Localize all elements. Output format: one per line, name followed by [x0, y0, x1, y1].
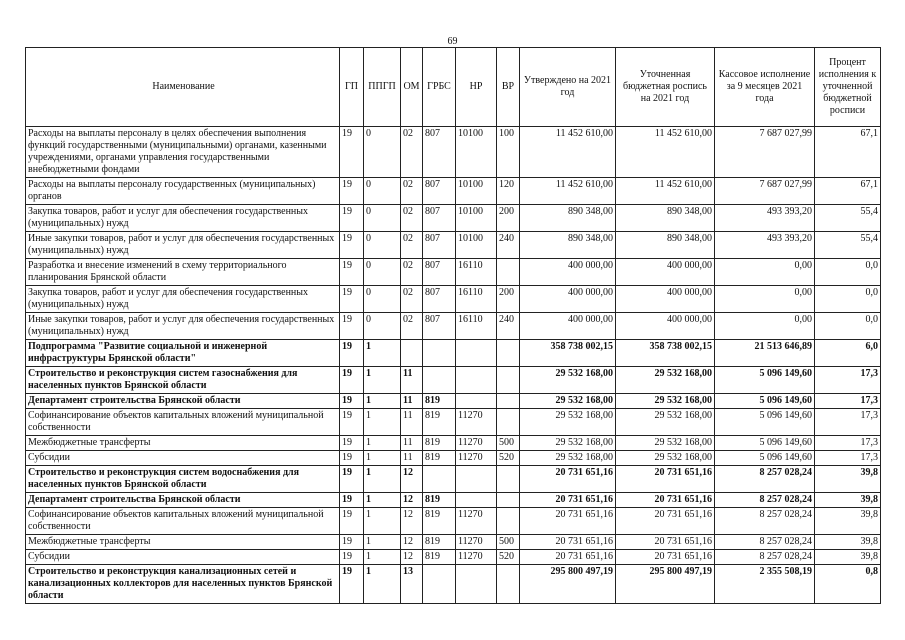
cell-np [456, 565, 497, 604]
cell-ppgp: 0 [364, 127, 401, 178]
header-ppgp: ППГП [364, 48, 401, 127]
cell-np: 11270 [456, 550, 497, 565]
cell-gp: 19 [340, 535, 364, 550]
cell-vr [497, 340, 520, 367]
cell-vr [497, 466, 520, 493]
cell-np: 11270 [456, 508, 497, 535]
cell-cash: 493 393,20 [715, 232, 815, 259]
cell-ppgp: 1 [364, 508, 401, 535]
cell-cash: 8 257 028,24 [715, 466, 815, 493]
header-approved: Утверждено на 2021 год [520, 48, 616, 127]
cell-grbs: 807 [423, 232, 456, 259]
cell-grbs: 807 [423, 313, 456, 340]
cell-cash: 5 096 149,60 [715, 367, 815, 394]
cell-cash: 2 355 508,19 [715, 565, 815, 604]
cell-percent: 0,0 [815, 259, 881, 286]
table-row [26, 340, 881, 367]
cell-om: 02 [401, 259, 423, 286]
cell-percent: 6,0 [815, 340, 881, 367]
cell-ppgp: 0 [364, 313, 401, 340]
cell-percent: 67,1 [815, 178, 881, 205]
cell-name: Строительство и реконструкция систем газоснабжения для населенных пунктов Брянской области [26, 367, 340, 394]
cell-refined: 890 348,00 [616, 232, 715, 259]
cell-vr: 200 [497, 286, 520, 313]
cell-gp: 19 [340, 409, 364, 436]
cell-ppgp: 0 [364, 259, 401, 286]
cell-ppgp: 0 [364, 205, 401, 232]
cell-approved: 11 452 610,00 [520, 178, 616, 205]
cell-grbs: 819 [423, 451, 456, 466]
cell-gp: 19 [340, 451, 364, 466]
cell-np [456, 367, 497, 394]
cell-refined: 29 532 168,00 [616, 451, 715, 466]
cell-refined: 11 452 610,00 [616, 178, 715, 205]
cell-percent: 0,0 [815, 313, 881, 340]
cell-refined: 29 532 168,00 [616, 367, 715, 394]
cell-percent: 17,3 [815, 367, 881, 394]
cell-name: Софинансирование объектов капитальных вложений муниципальной собственности [26, 409, 340, 436]
cell-om: 12 [401, 466, 423, 493]
cell-ppgp: 1 [364, 535, 401, 550]
cell-np: 16110 [456, 259, 497, 286]
cell-ppgp: 1 [364, 394, 401, 409]
cell-ppgp: 1 [364, 367, 401, 394]
cell-cash: 8 257 028,24 [715, 493, 815, 508]
cell-gp: 19 [340, 493, 364, 508]
cell-grbs: 807 [423, 178, 456, 205]
cell-gp: 19 [340, 127, 364, 178]
cell-vr [497, 565, 520, 604]
cell-gp: 19 [340, 205, 364, 232]
cell-grbs: 807 [423, 127, 456, 178]
table-row [26, 232, 881, 259]
cell-om: 11 [401, 436, 423, 451]
table-row [26, 565, 881, 604]
cell-percent: 17,3 [815, 409, 881, 436]
cell-approved: 400 000,00 [520, 286, 616, 313]
cell-grbs: 819 [423, 409, 456, 436]
cell-name: Подпрограмма "Развитие социальной и инженерной инфраструктуры Брянской области" [26, 340, 340, 367]
table-row [26, 313, 881, 340]
cell-om: 12 [401, 493, 423, 508]
cell-name: Субсидии [26, 550, 340, 565]
cell-name: Софинансирование объектов капитальных вложений муниципальной собственности [26, 508, 340, 535]
table-row [26, 535, 881, 550]
cell-om: 11 [401, 394, 423, 409]
cell-vr: 240 [497, 313, 520, 340]
cell-name: Строительство и реконструкция систем водоснабжения для населенных пунктов Брянской области [26, 466, 340, 493]
cell-om: 13 [401, 565, 423, 604]
cell-percent: 39,8 [815, 466, 881, 493]
cell-approved: 400 000,00 [520, 259, 616, 286]
cell-gp: 19 [340, 466, 364, 493]
cell-refined: 29 532 168,00 [616, 394, 715, 409]
header-refined: Уточненная бюджетная роспись на 2021 год [616, 48, 715, 127]
table-header-row [26, 48, 881, 127]
cell-ppgp: 1 [364, 466, 401, 493]
cell-refined: 29 532 168,00 [616, 436, 715, 451]
cell-np [456, 466, 497, 493]
cell-name: Расходы на выплаты персоналу в целях обеспечения выполнения функций государственными (муниципальными) органами, казенными учреждениями, органами управления государственными внебюджетными фондами [26, 127, 340, 178]
cell-om: 12 [401, 535, 423, 550]
cell-vr [497, 409, 520, 436]
cell-om: 11 [401, 409, 423, 436]
table-row [26, 493, 881, 508]
cell-cash: 7 687 027,99 [715, 178, 815, 205]
cell-om [401, 340, 423, 367]
cell-grbs: 819 [423, 436, 456, 451]
header-np: НР [456, 48, 497, 127]
cell-gp: 19 [340, 394, 364, 409]
cell-refined: 400 000,00 [616, 286, 715, 313]
cell-refined: 20 731 651,16 [616, 550, 715, 565]
cell-percent: 67,1 [815, 127, 881, 178]
cell-cash: 493 393,20 [715, 205, 815, 232]
cell-gp: 19 [340, 340, 364, 367]
cell-ppgp: 1 [364, 340, 401, 367]
cell-name: Межбюджетные трансферты [26, 436, 340, 451]
cell-ppgp: 0 [364, 286, 401, 313]
table-row [26, 550, 881, 565]
cell-name: Департамент строительства Брянской области [26, 493, 340, 508]
cell-percent: 39,8 [815, 493, 881, 508]
cell-name: Строительство и реконструкция канализационных сетей и канализационных коллекторов для населенных пунктов Брянской области [26, 565, 340, 604]
cell-ppgp: 1 [364, 409, 401, 436]
header-om: ОМ [401, 48, 423, 127]
cell-cash: 5 096 149,60 [715, 451, 815, 466]
cell-np: 16110 [456, 286, 497, 313]
cell-name: Расходы на выплаты персоналу государственных (муниципальных) органов [26, 178, 340, 205]
cell-name: Межбюджетные трансферты [26, 535, 340, 550]
table-row [26, 436, 881, 451]
cell-approved: 20 731 651,16 [520, 493, 616, 508]
cell-np [456, 493, 497, 508]
cell-np: 11270 [456, 535, 497, 550]
cell-om: 12 [401, 550, 423, 565]
cell-om: 11 [401, 367, 423, 394]
cell-gp: 19 [340, 367, 364, 394]
cell-approved: 29 532 168,00 [520, 436, 616, 451]
header-grbs: ГРБС [423, 48, 456, 127]
cell-cash: 21 513 646,89 [715, 340, 815, 367]
table-row [26, 451, 881, 466]
cell-vr: 120 [497, 178, 520, 205]
cell-cash: 0,00 [715, 259, 815, 286]
cell-ppgp: 1 [364, 451, 401, 466]
cell-gp: 19 [340, 232, 364, 259]
cell-vr: 100 [497, 127, 520, 178]
cell-om: 11 [401, 451, 423, 466]
cell-vr: 520 [497, 550, 520, 565]
budget-table [25, 47, 881, 604]
cell-vr: 500 [497, 436, 520, 451]
cell-refined: 890 348,00 [616, 205, 715, 232]
cell-name: Иные закупки товаров, работ и услуг для обеспечения государственных (муниципальных) нужд [26, 313, 340, 340]
cell-np [456, 340, 497, 367]
cell-vr: 200 [497, 205, 520, 232]
table-row [26, 127, 881, 178]
cell-om: 02 [401, 205, 423, 232]
cell-approved: 20 731 651,16 [520, 550, 616, 565]
cell-approved: 29 532 168,00 [520, 367, 616, 394]
cell-refined: 20 731 651,16 [616, 493, 715, 508]
cell-gp: 19 [340, 508, 364, 535]
cell-vr: 520 [497, 451, 520, 466]
cell-refined: 400 000,00 [616, 259, 715, 286]
cell-vr [497, 493, 520, 508]
cell-approved: 358 738 002,15 [520, 340, 616, 367]
cell-percent: 17,3 [815, 394, 881, 409]
cell-name: Департамент строительства Брянской области [26, 394, 340, 409]
cell-approved: 20 731 651,16 [520, 535, 616, 550]
cell-grbs [423, 367, 456, 394]
cell-vr [497, 394, 520, 409]
cell-om: 12 [401, 508, 423, 535]
cell-grbs: 819 [423, 493, 456, 508]
table-row [26, 508, 881, 535]
cell-om: 02 [401, 232, 423, 259]
header-vr: ВР [497, 48, 520, 127]
table-row [26, 367, 881, 394]
table-row [26, 259, 881, 286]
cell-refined: 400 000,00 [616, 313, 715, 340]
cell-ppgp: 1 [364, 565, 401, 604]
cell-ppgp: 1 [364, 436, 401, 451]
cell-percent: 0,0 [815, 286, 881, 313]
cell-cash: 0,00 [715, 313, 815, 340]
table-body [26, 127, 881, 604]
header-percent: Процент исполнения к уточненной бюджетной росписи [815, 48, 881, 127]
cell-gp: 19 [340, 178, 364, 205]
header-name: Наименование [26, 48, 340, 127]
cell-np: 10100 [456, 178, 497, 205]
cell-cash: 8 257 028,24 [715, 535, 815, 550]
cell-vr: 500 [497, 535, 520, 550]
cell-name: Иные закупки товаров, работ и услуг для обеспечения государственных (муниципальных) нужд [26, 232, 340, 259]
cell-approved: 890 348,00 [520, 232, 616, 259]
cell-gp: 19 [340, 286, 364, 313]
cell-refined: 358 738 002,15 [616, 340, 715, 367]
cell-om: 02 [401, 313, 423, 340]
cell-name: Субсидии [26, 451, 340, 466]
cell-np: 11270 [456, 451, 497, 466]
table-row [26, 286, 881, 313]
cell-grbs: 807 [423, 286, 456, 313]
cell-np: 11270 [456, 436, 497, 451]
cell-vr: 240 [497, 232, 520, 259]
cell-approved: 400 000,00 [520, 313, 616, 340]
cell-approved: 29 532 168,00 [520, 451, 616, 466]
cell-refined: 11 452 610,00 [616, 127, 715, 178]
cell-om: 02 [401, 127, 423, 178]
cell-gp: 19 [340, 313, 364, 340]
cell-cash: 5 096 149,60 [715, 436, 815, 451]
cell-np [456, 394, 497, 409]
cell-ppgp: 0 [364, 178, 401, 205]
cell-om: 02 [401, 286, 423, 313]
cell-refined: 20 731 651,16 [616, 466, 715, 493]
cell-grbs: 807 [423, 205, 456, 232]
cell-vr [497, 259, 520, 286]
table-row [26, 205, 881, 232]
cell-gp: 19 [340, 259, 364, 286]
cell-refined: 29 532 168,00 [616, 409, 715, 436]
cell-gp: 19 [340, 565, 364, 604]
cell-percent: 39,8 [815, 550, 881, 565]
cell-name: Закупка товаров, работ и услуг для обеспечения государственных (муниципальных) нужд [26, 205, 340, 232]
cell-grbs: 819 [423, 394, 456, 409]
cell-refined: 20 731 651,16 [616, 535, 715, 550]
cell-np: 16110 [456, 313, 497, 340]
cell-ppgp: 1 [364, 550, 401, 565]
cell-grbs: 819 [423, 550, 456, 565]
cell-gp: 19 [340, 436, 364, 451]
cell-ppgp: 0 [364, 232, 401, 259]
cell-cash: 5 096 149,60 [715, 409, 815, 436]
table-row [26, 178, 881, 205]
cell-np: 10100 [456, 127, 497, 178]
cell-cash: 8 257 028,24 [715, 550, 815, 565]
cell-grbs: 819 [423, 535, 456, 550]
table-row [26, 409, 881, 436]
cell-ppgp: 1 [364, 493, 401, 508]
cell-refined: 295 800 497,19 [616, 565, 715, 604]
header-cash: Кассовое исполнение за 9 месяцев 2021 года [715, 48, 815, 127]
cell-grbs [423, 565, 456, 604]
cell-grbs [423, 466, 456, 493]
cell-cash: 8 257 028,24 [715, 508, 815, 535]
cell-refined: 20 731 651,16 [616, 508, 715, 535]
cell-np: 10100 [456, 232, 497, 259]
cell-percent: 55,4 [815, 205, 881, 232]
cell-name: Закупка товаров, работ и услуг для обеспечения государственных (муниципальных) нужд [26, 286, 340, 313]
cell-percent: 55,4 [815, 232, 881, 259]
table-row [26, 394, 881, 409]
cell-vr [497, 508, 520, 535]
cell-percent: 0,8 [815, 565, 881, 604]
cell-gp: 19 [340, 550, 364, 565]
cell-np: 10100 [456, 205, 497, 232]
cell-cash: 7 687 027,99 [715, 127, 815, 178]
cell-approved: 11 452 610,00 [520, 127, 616, 178]
cell-np: 11270 [456, 409, 497, 436]
cell-percent: 39,8 [815, 508, 881, 535]
cell-grbs [423, 340, 456, 367]
cell-percent: 39,8 [815, 535, 881, 550]
cell-approved: 20 731 651,16 [520, 466, 616, 493]
cell-approved: 890 348,00 [520, 205, 616, 232]
cell-percent: 17,3 [815, 451, 881, 466]
cell-name: Разработка и внесение изменений в схему территориального планирования Брянской области [26, 259, 340, 286]
cell-cash: 5 096 149,60 [715, 394, 815, 409]
page-number: 69 [447, 36, 458, 47]
cell-approved: 29 532 168,00 [520, 394, 616, 409]
cell-approved: 20 731 651,16 [520, 508, 616, 535]
cell-approved: 295 800 497,19 [520, 565, 616, 604]
table-row [26, 466, 881, 493]
cell-grbs: 819 [423, 508, 456, 535]
cell-om: 02 [401, 178, 423, 205]
cell-approved: 29 532 168,00 [520, 409, 616, 436]
cell-vr [497, 367, 520, 394]
cell-grbs: 807 [423, 259, 456, 286]
cell-cash: 0,00 [715, 286, 815, 313]
cell-percent: 17,3 [815, 436, 881, 451]
header-gp: ГП [340, 48, 364, 127]
